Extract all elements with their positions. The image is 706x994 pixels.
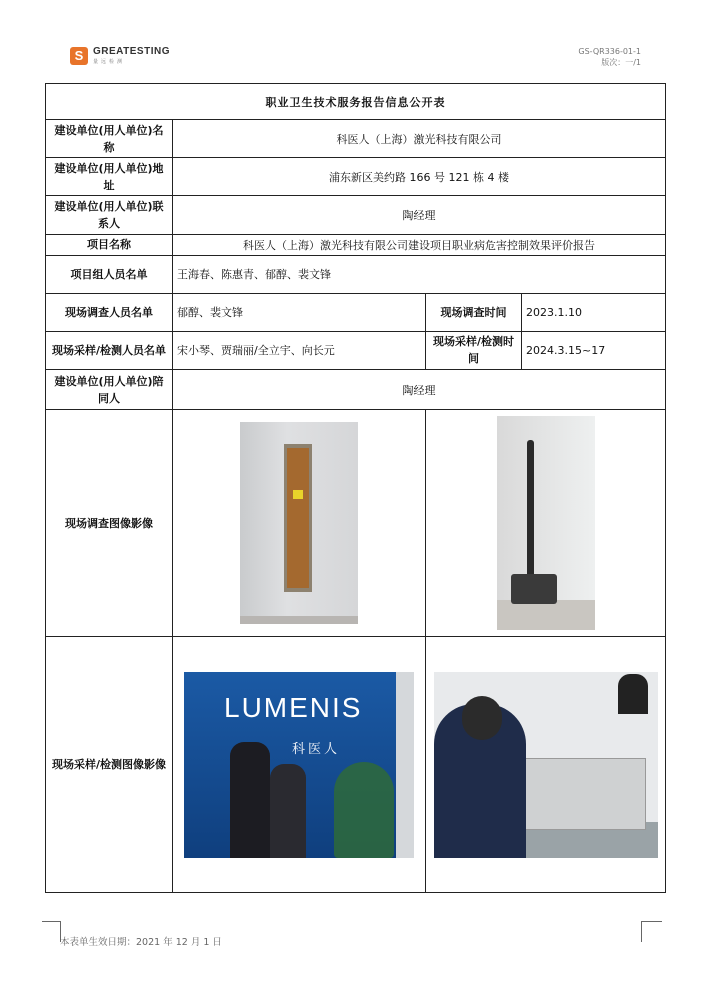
survey-time-value: 2023.1.10 <box>522 293 666 331</box>
effective-date: 本表单生效日期：2021 年 12 月 1 日 <box>60 937 222 948</box>
address-value: 浦东新区美约路 166 号 121 栋 4 楼 <box>173 158 666 196</box>
lab-measurement-photo <box>434 672 658 858</box>
unit-name-value: 科医人（上海）激光科技有限公司 <box>173 120 666 158</box>
disclosure-table <box>45 83 666 893</box>
survey-images-label: 现场调查图像影像 <box>46 410 173 637</box>
sampling-images-label: 现场采样/检测图像影像 <box>46 637 173 893</box>
project-value: 科医人（上海）激光科技有限公司建设项目职业病危害控制效果评价报告 <box>173 234 666 255</box>
survey-time-label: 现场调查时间 <box>426 293 522 331</box>
sampling-staff-value: 宋小琴、贾瑞丽/全立宇、向长元 <box>173 331 426 369</box>
team-value: 王海春、陈惠青、郁醇、裴文锋 <box>173 255 666 293</box>
logo-brand: GREATESTING <box>93 46 170 57</box>
team-label: 项目组人员名单 <box>46 255 173 293</box>
door-radiation-sign-photo <box>240 422 358 624</box>
document-version: 版次：一/1 <box>601 58 641 67</box>
logo-mark: S <box>70 47 88 65</box>
photo-brand-cn-text: 科医人 <box>292 741 341 757</box>
project-label: 项目名称 <box>46 234 173 255</box>
table-title: 职业卫生技术服务报告信息公开表 <box>46 84 666 120</box>
survey-photo-1-cell <box>173 410 426 637</box>
contact-label: 建设单位(用人单位)联系人 <box>46 196 173 234</box>
unit-name-label: 建设单位(用人单位)名称 <box>46 120 173 158</box>
companion-label: 建设单位(用人单位)陪同人 <box>46 370 173 410</box>
photo-brand-text: LUMENIS <box>224 691 363 723</box>
document-code-block <box>578 46 641 68</box>
company-logo <box>70 46 170 65</box>
survey-photo-2-cell <box>426 410 666 637</box>
crop-mark-left <box>42 921 61 942</box>
sampling-time-value: 2024.3.15~17 <box>522 331 666 369</box>
contact-value: 陶经理 <box>173 196 666 234</box>
sampling-staff-label: 现场采样/检测人员名单 <box>46 331 173 369</box>
companion-value: 陶经理 <box>173 370 666 410</box>
address-label: 建设单位(用人单位)地址 <box>46 158 173 196</box>
sampling-photo-1-cell <box>173 637 426 893</box>
logo-subtitle: 量远检测 <box>93 59 126 65</box>
crop-mark-right <box>641 921 662 942</box>
document-code: GS-QR336-01-1 <box>578 47 641 56</box>
company-logo-wall-photo <box>184 672 414 858</box>
sampling-time-label: 现场采样/检测时间 <box>426 331 522 369</box>
sampling-photo-2-cell <box>426 637 666 893</box>
equipment-stand-photo <box>497 416 595 630</box>
survey-staff-label: 现场调查人员名单 <box>46 293 173 331</box>
survey-staff-value: 郁醇、裴文锋 <box>173 293 426 331</box>
